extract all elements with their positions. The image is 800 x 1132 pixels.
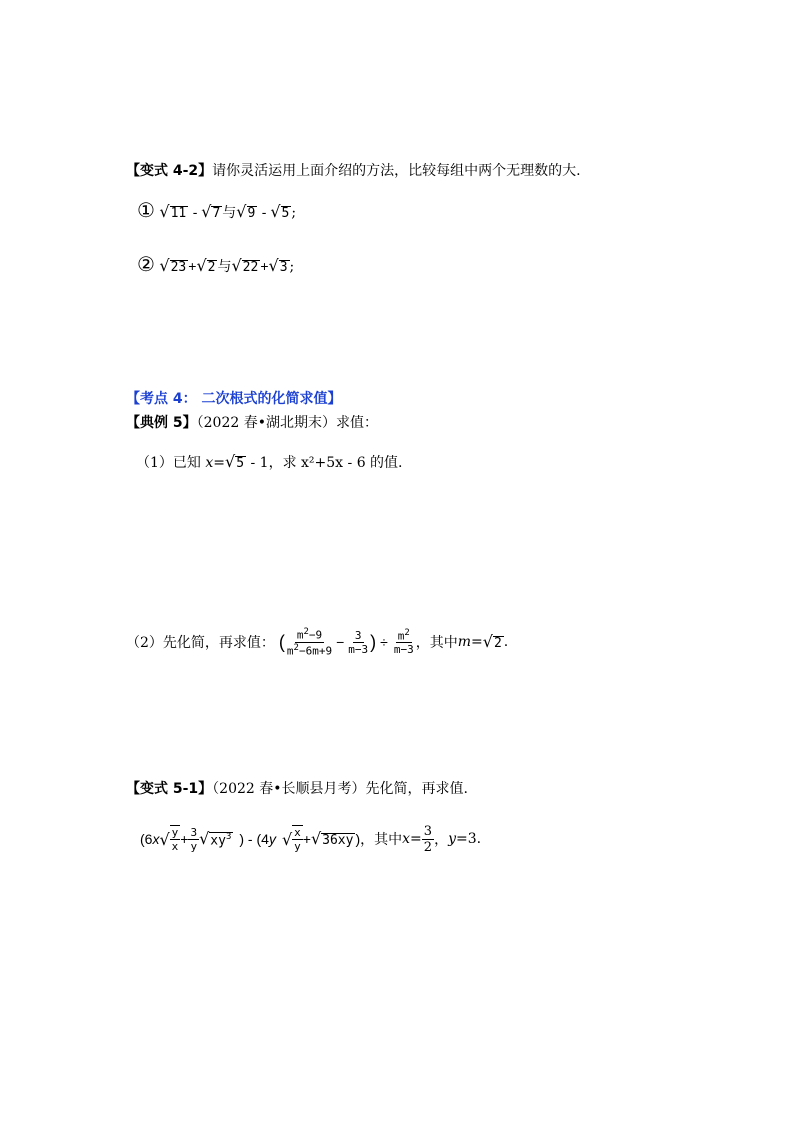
item-1: ① √ 11 - √ 7 与√ 9 - √ 5 ;: [137, 200, 296, 222]
variant-4-2-heading: [126, 160, 581, 180]
variant-label: 【变式 4-2】: [126, 163, 213, 179]
circled-2-icon: ②: [137, 252, 155, 276]
example-source: （2022 春•湖北期末）求值：: [196, 415, 378, 431]
radical: √ 7: [201, 202, 222, 221]
radical: √ 36xy: [311, 829, 356, 848]
radical: √ 23: [159, 256, 188, 275]
radical: √ 3: [269, 256, 290, 275]
example-5-heading: [126, 412, 378, 432]
formula-image: ( $\frac{m^2-9}{m^2-6m+9}$ − $\frac{3}{m-3}$ ) ÷ $\frac{m^2}{m-3}$: [278, 626, 414, 658]
variant-label: 【变式 5-1】: [126, 781, 213, 797]
fraction: $\frac{m^2}{m-3}$: [393, 627, 414, 657]
example-5-part-2: （2）先化简，再求值： ( $\frac{m^2-9}{m^2-6m+9}$ − $\frac{3}{m-3}$ ) ÷ $\frac{m^2}{m-3}$ ，其中 m = √ 2 .: [126, 612, 508, 672]
variant-source: （2022 春•长顺县月考）先化简，再求值.: [212, 781, 468, 797]
item-2: ② √ 23 +√ 2 与√ 22 +√ 3 ;: [137, 254, 294, 276]
variant-text: 请你灵活运用上面介绍的方法，比较每组中两个无理数的大.: [212, 163, 581, 179]
radical: √ 2: [196, 256, 217, 275]
example-label: 【典例 5】: [126, 415, 197, 431]
radical: √ 2: [483, 632, 504, 651]
example-5-part-1: （1）已知 x=√ 5 - 1，求 x²+5x - 6 的值.: [136, 452, 403, 472]
fraction: $\frac{3}{y}$: [190, 825, 198, 853]
variant-5-1-formula: (6x √ $\frac{y}{x}$ + $\frac{3}{y}$ √ $xy^3$ ) - (4y √ $\frac{x}{y}$ + √ 36xy ) ，其中 x = $\frac{3}{2}$ ， y =3.: [140, 812, 481, 866]
circled-1-icon: ①: [137, 198, 155, 222]
radical: √ 5: [270, 202, 291, 221]
connector: 与: [222, 205, 237, 221]
radical: √ 11: [159, 202, 188, 221]
section-title: 【考点 4： 二次根式的化简求值】: [126, 391, 342, 407]
radical: √ 9: [236, 202, 257, 221]
radical: √ $\frac{x}{y}$: [282, 825, 303, 853]
connector: 与: [217, 259, 232, 275]
variant-5-1-heading: [126, 778, 468, 798]
fraction: $\frac{m^2-9}{m^2-6m+9}$: [286, 626, 333, 658]
radical: √ $\frac{y}{x}$: [159, 825, 180, 853]
fraction: $\frac{3}{2}$: [423, 823, 433, 855]
radical: √ $xy^3$: [199, 829, 233, 848]
radical: √ 5: [225, 452, 246, 471]
radical: √ 22: [231, 256, 260, 275]
fraction: $\frac{3}{m-3}$: [348, 628, 369, 656]
